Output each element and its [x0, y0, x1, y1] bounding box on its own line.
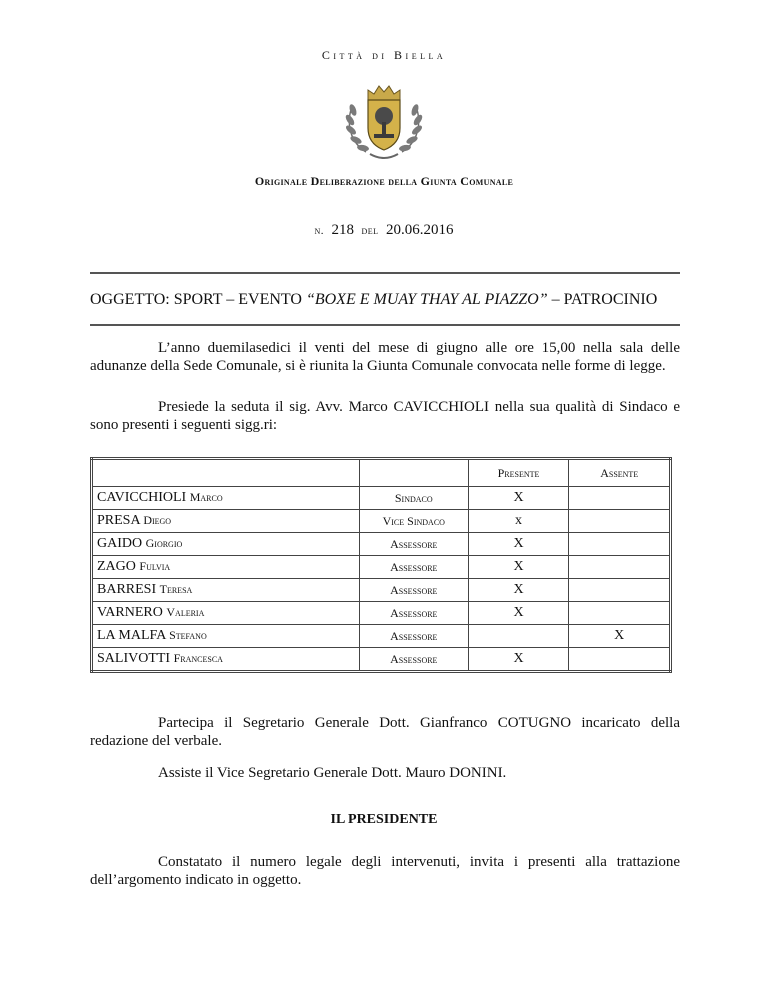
- present-mark: X: [468, 533, 569, 556]
- attendance-table: [90, 457, 672, 673]
- member-first-name: Giorgio: [145, 536, 183, 550]
- present-mark: X: [468, 556, 569, 579]
- present-mark: X: [468, 579, 569, 602]
- member-role: Assessore: [359, 648, 468, 672]
- city-header: Città di Biella: [321, 48, 447, 62]
- header-absent: Assente: [569, 459, 671, 487]
- member-surname: VARNERO: [97, 605, 163, 620]
- subject-event: “BOXE E MUAY THAY AL PIAZZO”: [305, 291, 548, 308]
- date-label: del: [361, 225, 379, 237]
- document-type: Originale Deliberazione della Giunta Comunale: [254, 174, 514, 188]
- member-name: [92, 579, 360, 602]
- member-surname: BARRESI: [97, 582, 157, 597]
- member-surname: GAIDO: [97, 536, 143, 551]
- member-role: Assessore: [359, 602, 468, 625]
- member-name: [92, 625, 360, 648]
- header-cell-empty: [359, 459, 468, 487]
- table-header-row: [92, 459, 671, 487]
- subject-line: [90, 291, 657, 309]
- present-mark: [468, 625, 569, 648]
- member-role: Vice Sindaco: [359, 510, 468, 533]
- table-row: [92, 579, 671, 602]
- absent-mark: [569, 533, 671, 556]
- member-role: Assessore: [359, 556, 468, 579]
- table-row: [92, 625, 671, 648]
- member-surname: PRESA: [97, 513, 140, 528]
- absent-mark: [569, 579, 671, 602]
- header-present: Presente: [468, 459, 569, 487]
- member-name: [92, 602, 360, 625]
- table-row: [92, 487, 671, 510]
- table-row: [92, 510, 671, 533]
- deliberation-date: 20.06.2016: [386, 222, 454, 238]
- absent-mark: [569, 648, 671, 672]
- table-row: [92, 556, 671, 579]
- member-first-name: Marco: [189, 490, 223, 504]
- member-first-name: Fulvia: [139, 559, 171, 573]
- deliberation-number-line: [0, 222, 768, 239]
- member-first-name: Diego: [143, 513, 172, 527]
- absent-mark: [569, 487, 671, 510]
- absent-mark: [569, 556, 671, 579]
- subject-prefix: OGGETTO: SPORT – EVENTO: [90, 291, 302, 308]
- member-name: [92, 556, 360, 579]
- header-cell-empty: [92, 459, 360, 487]
- member-first-name: Stefano: [169, 628, 207, 642]
- member-surname: ZAGO: [97, 559, 136, 574]
- member-surname: SALIVOTTI: [97, 651, 171, 666]
- member-first-name: Valeria: [166, 605, 205, 619]
- absent-mark: [569, 510, 671, 533]
- subject-suffix: – PATROCINIO: [551, 291, 658, 308]
- number-label: n.: [314, 225, 324, 237]
- city-crest-icon: [336, 80, 432, 166]
- presides-paragraph: Presiede la seduta il sig. Avv. Marco CAVICCHIOLI nella sua qualità di Sindaco e sono presenti i seguenti sigg.ri:: [90, 399, 680, 433]
- present-mark: x: [468, 510, 569, 533]
- member-first-name: Francesca: [173, 651, 223, 665]
- table-row: [92, 648, 671, 672]
- member-first-name: Teresa: [159, 582, 193, 596]
- deliberation-number: 218: [331, 222, 354, 238]
- member-role: Assessore: [359, 579, 468, 602]
- member-role: Sindaco: [359, 487, 468, 510]
- divider: [90, 324, 680, 326]
- member-name: [92, 487, 360, 510]
- absent-mark: X: [569, 625, 671, 648]
- table-row: [92, 602, 671, 625]
- member-surname: CAVICCHIOLI: [97, 490, 187, 505]
- absent-mark: [569, 602, 671, 625]
- present-mark: X: [468, 487, 569, 510]
- secretary-paragraph: Partecipa il Segretario Generale Dott. Gianfranco COTUGNO incaricato della redazione del verbale.: [90, 715, 680, 749]
- member-name: [92, 648, 360, 672]
- president-heading: IL PRESIDENTE: [330, 812, 438, 827]
- member-name: [92, 533, 360, 556]
- member-name: [92, 510, 360, 533]
- vice-secretary-paragraph: Assiste il Vice Segretario Generale Dott. Mauro DONINI.: [158, 765, 507, 781]
- member-role: Assessore: [359, 533, 468, 556]
- member-role: Assessore: [359, 625, 468, 648]
- present-mark: X: [468, 602, 569, 625]
- divider: [90, 272, 680, 274]
- present-mark: X: [468, 648, 569, 672]
- member-surname: LA MALFA: [97, 628, 166, 643]
- table-row: [92, 533, 671, 556]
- intro-paragraph: L’anno duemilasedici il venti del mese di giugno alle ore 15,00 nella sala delle adunanze della Sede Comunale, si è riunita la Giunta Comunale convocata nelle forme di legge.: [90, 340, 680, 374]
- closing-paragraph: Constatato il numero legale degli intervenuti, invita i presenti alla trattazione dell’argomento indicato in oggetto.: [90, 854, 680, 888]
